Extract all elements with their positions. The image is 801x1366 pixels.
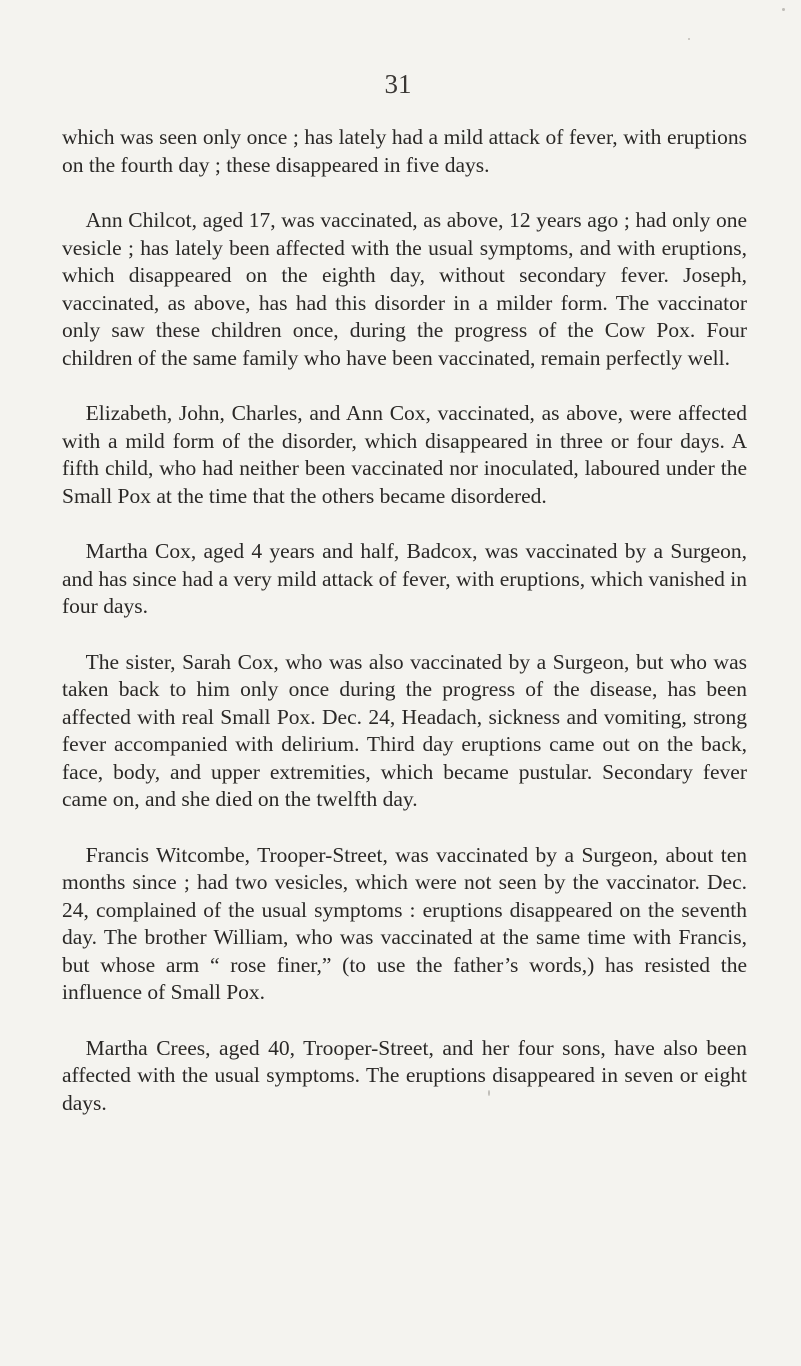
paragraph-ann-chilcot: Ann Chilcot, aged 17, was vaccinated, as above, 12 years ago ; had only one vesicle ; has lately been affected with the usual symptoms, and with eruptions, which disappeared on the eighth day, without secondary fever. Joseph, vaccinated, as above, has had this disorder in a milder form. The vaccinator only saw these children once, during the progress of the Cow Pox. Four children of the same family who have been vaccinated, remain perfectly well. [62,208,747,370]
paper-speck [488,1090,490,1096]
paragraph-martha-cox: Martha Cox, aged 4 years and half, Badcox, was vaccinated by a Surgeon, and has since had a very mild attack of fever, with eruptions, which vanished in four days. [62,539,747,618]
paragraph-francis-witcombe: Francis Witcombe, Trooper-Street, was vaccinated by a Surgeon, about ten months since ; had two vesicles, which were not seen by the vaccinator. Dec. 24, complained of the usual symptoms : eruptions disappeared on the seventh day. The brother William, who was vaccinated at the same time with Francis, but whose arm “ rose finer,” (to use the father’s words,) has resisted the influence of Small Pox. [62,842,747,1004]
page-number: 31 [384,69,412,99]
paragraph-cox-children: Elizabeth, John, Charles, and Ann Cox, vaccinated, as above, were affected with a mild form of the disorder, which disappeared in three or four days. A fifth child, who had neither been vaccinated nor inoculated, laboured under the Small Pox at the time that the others became disordered. [62,401,747,508]
paragraph-sarah-cox: The sister, Sarah Cox, who was also vaccinated by a Surgeon, but who was taken back to him only once during the progress of the disease, has been affected with real Small Pox. Dec. 24, Headach, sickness and vomiting, strong fever accompanied with delirium. Third day eruptions came out on the back, face, body, and upper extremities, which became pustular. Secondary fever came on, and she died on the twelfth day. [62,649,747,811]
paragraph-continuation: which was seen only once ; has lately had a mild attack of fever, with eruptions on the fourth day ; these disappeared in five days. [62,125,747,177]
paragraph-martha-crees: Martha Crees, aged 40, Trooper-Street, and her four sons, have also been affected with the usual symptoms. The eruptions disappeared in seven or eight days. [62,1035,747,1115]
paper-speck [688,38,690,40]
page-body [62,124,747,1145]
paper-speck [782,8,785,11]
